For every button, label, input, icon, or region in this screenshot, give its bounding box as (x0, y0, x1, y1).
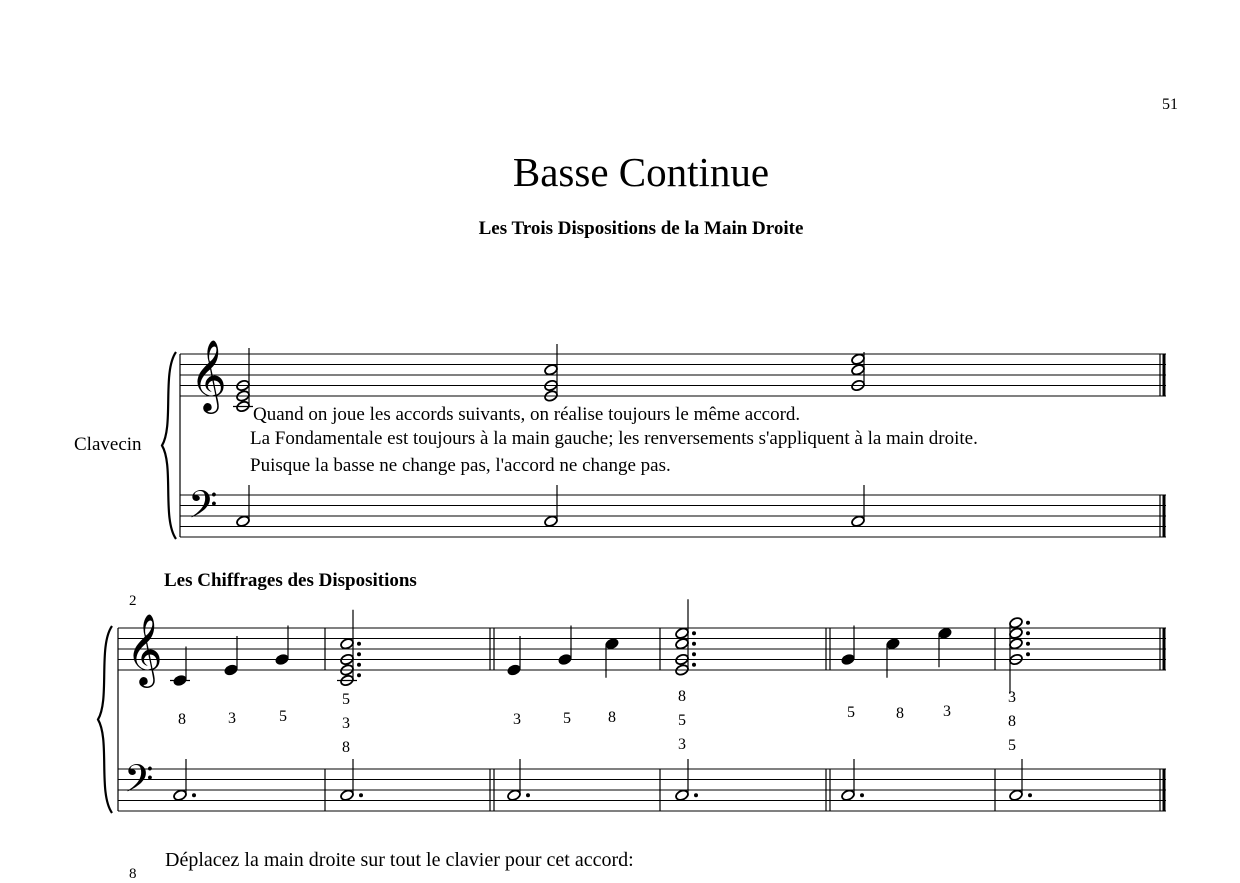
dot (692, 652, 696, 656)
figure-number: 5 (678, 712, 686, 729)
bass-notehead (340, 789, 355, 802)
bass-clef-icon: 𝄢 (188, 482, 218, 536)
notehead (851, 353, 866, 366)
section-heading: Les Chiffrages des Dispositions (164, 570, 417, 591)
figure-number: 3 (943, 703, 951, 720)
bass-notehead (507, 789, 522, 802)
bass-notehead (236, 515, 251, 528)
figure-number: 3 (678, 736, 686, 753)
dot (526, 793, 530, 797)
text-line-1: Quand on joue les accords suivants, on réalise toujours le même accord. (253, 404, 801, 425)
figure-number: 8 (896, 705, 904, 722)
quarter-notehead (173, 674, 188, 687)
notehead (675, 627, 690, 640)
figure-number: 5 (279, 708, 287, 725)
dot (860, 793, 864, 797)
figure-number: 3 (513, 711, 521, 728)
bass-notehead (841, 789, 856, 802)
figure-number: 8 (678, 688, 686, 705)
measure-number: 2 (129, 593, 137, 609)
dot (1026, 652, 1030, 656)
notehead (340, 637, 355, 650)
quarter-notehead (938, 627, 953, 640)
bass-notehead (851, 515, 866, 528)
figure-number: 5 (342, 691, 350, 708)
bass-notehead (1009, 789, 1024, 802)
figure-number: 5 (563, 710, 571, 727)
quarter-notehead (558, 653, 573, 666)
dot (192, 793, 196, 797)
figure-number: 8 (608, 709, 616, 726)
dot (692, 631, 696, 635)
notehead (1009, 637, 1024, 650)
notehead (1009, 627, 1024, 640)
figure-number: 3 (228, 710, 236, 727)
next-measure-number: 8 (129, 866, 137, 882)
dot (359, 793, 363, 797)
dot (1026, 621, 1030, 625)
figure-number: 8 (342, 739, 350, 756)
figure-number: 5 (847, 704, 855, 721)
dot (694, 793, 698, 797)
quarter-notehead (605, 637, 620, 650)
figure-number: 8 (178, 711, 186, 728)
dot (357, 673, 361, 677)
figure-number: 8 (1008, 713, 1016, 730)
brace (98, 626, 112, 813)
instrument-label: Clavecin (74, 434, 142, 455)
notehead (1009, 616, 1024, 629)
page-subtitle: Les Trois Dispositions de la Main Droite (478, 218, 804, 239)
page-title: Basse Continue (512, 149, 770, 195)
dot (692, 642, 696, 646)
bass-notehead (675, 789, 690, 802)
brace (162, 352, 176, 539)
dot (357, 652, 361, 656)
dot (692, 663, 696, 667)
notehead (675, 637, 690, 650)
quarter-notehead (224, 664, 239, 677)
dot (1028, 793, 1032, 797)
figure-number: 3 (342, 715, 350, 732)
quarter-notehead (507, 664, 522, 677)
bottom-instruction: Déplacez la main droite sur tout le clavier pour cet accord: (165, 849, 634, 871)
dot (1026, 642, 1030, 646)
quarter-notehead (275, 653, 290, 666)
text-line-2: La Fondamentale est toujours à la main gauche; les renversements s'appliquent à la main droite. (250, 428, 978, 449)
treble-clef-icon: 𝄞 (126, 612, 163, 685)
figure-number: 3 (1008, 689, 1016, 706)
quarter-notehead (886, 637, 901, 650)
bass-notehead (544, 515, 559, 528)
treble-clef-icon: 𝄞 (190, 338, 227, 411)
notehead (544, 363, 559, 376)
dot (357, 663, 361, 667)
quarter-notehead (841, 653, 856, 666)
bass-clef-icon: 𝄢 (124, 756, 154, 810)
dot (357, 642, 361, 646)
text-line-3: Puisque la basse ne change pas, l'accord ne change pas. (250, 455, 671, 476)
figure-number: 5 (1008, 737, 1016, 754)
notehead (851, 363, 866, 376)
bass-notehead (173, 789, 188, 802)
page-number: 51 (1162, 96, 1178, 113)
dot (1026, 631, 1030, 635)
